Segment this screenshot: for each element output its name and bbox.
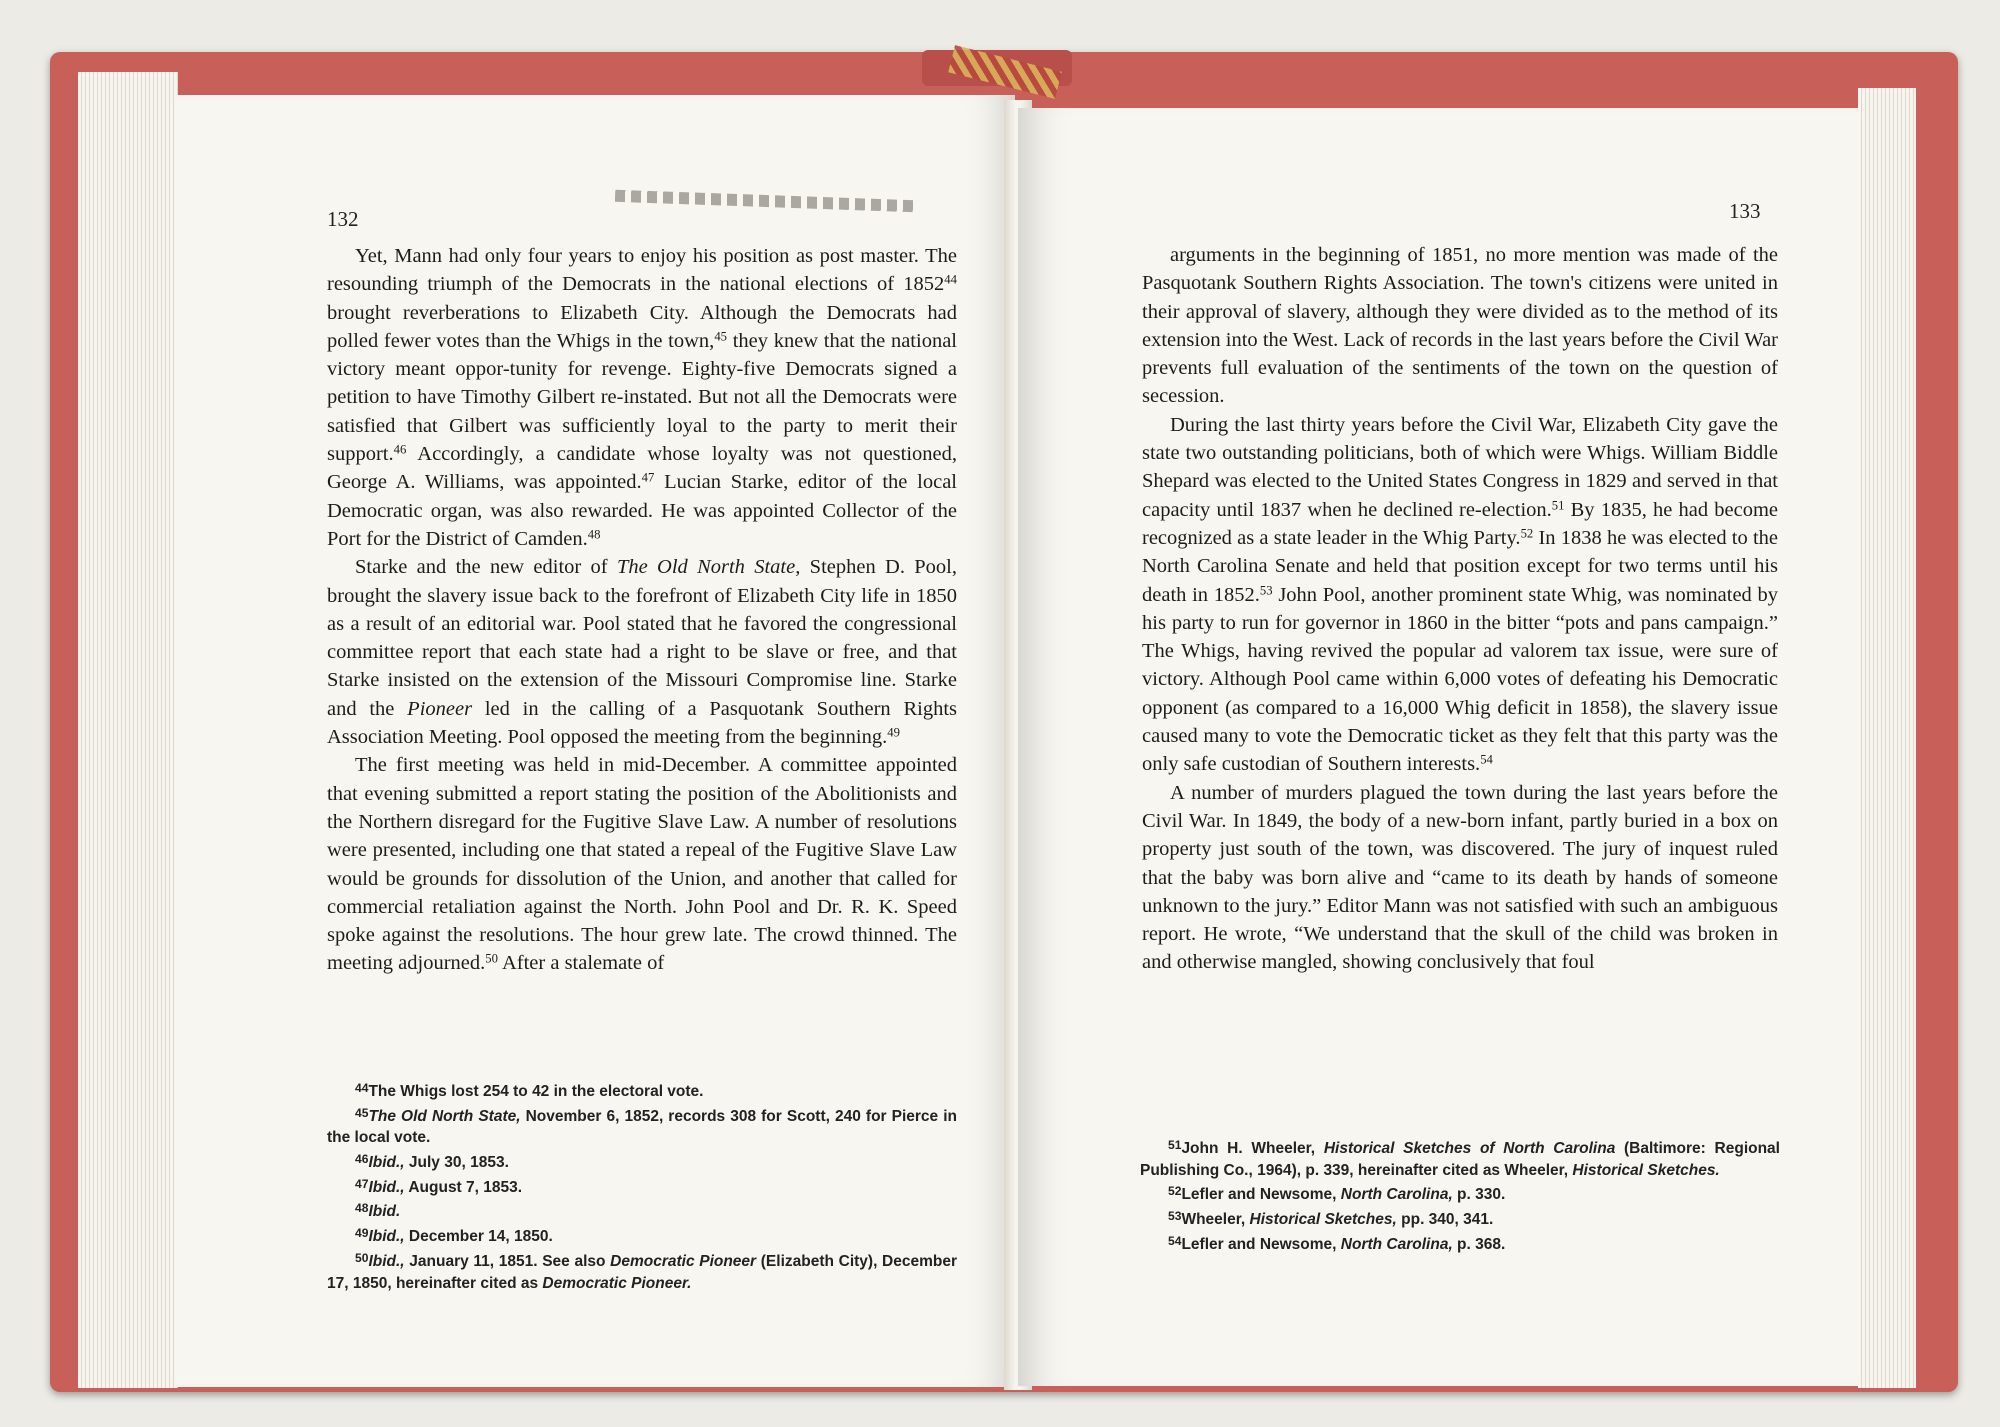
right-body-text-paragraph: During the last thirty years before the Civil War, Elizabeth City gave the state two outstanding politicians, both of which were Whigs. William Biddle Shepard was elected to the United States Congress in 1829 and served in that capacity until 1837 when he declined re-election.$^{51}$ By 1835, he had become recognized as a state leader in the Whig Party.$^{52}$ In 1838 he was elected to the North Carolina Senate and held that position except for two terms until his death in 1852.53 John Pool, another prominent state Whig, was nominated by his party to run for governor in 1860 in the bitter “pots and pans campaign.” The Whigs, having revived the popular ad valorem tax issue, were sure of victory. Although Pool came within 6,000 votes of defeating his Democratic opponent (as compared to a 16,000 Whig deficit in 1858), the slavery issue caused many to vote the Democratic ticket as they felt that this party was the only safe custodian of Southern interests.$^{54}$ xyxy=(1142,413,1779,776)
left-footnotes-paragraph: $^{44}$The Whigs lost 254 to 42 in the electoral vote. xyxy=(355,1081,704,1101)
page-number-left: 132 xyxy=(327,207,359,231)
left-footnotes-paragraph: $^{50}$Ibid., January 11, 1851. See also Democratic Pioneer (Elizabeth City), December 17, 1850, hereinafter cited as Democratic Pioneer. xyxy=(327,1250,957,1292)
right-footnotes-paragraph: $^{52}$Lefler and Newsome, North Carolina, p. 330. xyxy=(1168,1184,1506,1204)
bleed-through-heading xyxy=(615,190,915,212)
left-footnotes-paragraph: $^{49}$Ibid., December 14, 1850. xyxy=(355,1226,553,1246)
page-edges-left xyxy=(78,72,178,1388)
left-footnotes xyxy=(327,1078,957,1294)
left-footnotes-paragraph: $^{47}$Ibid., August 7, 1853. xyxy=(355,1176,523,1196)
right-footnotes-paragraph: $^{51}$John H. Wheeler, Historical Sketches of North Carolina (Baltimore: Regional Publishing Co., 1964), p. 339, hereinafter cited as Wheeler, Historical Sketches. xyxy=(1140,1138,1780,1179)
left-body-text-paragraph: Starke and the new editor of The Old North State, Stephen D. Pool, brought the slavery issue back to the forefront of Elizabeth City life in 1850 as a result of an editorial war. Pool stated that he favored the congressional committee report that each state had a right to be slave or free, and that Starke insisted on the extension of the Missouri Compromise line. Starke and the Pioneer led in the calling of a Pasquotank Southern Rights Association Meeting. Pool opposed the meeting from the beginning.$^{49}$ xyxy=(327,556,957,749)
right-page xyxy=(1018,108,1860,1386)
page-number-right: 133 xyxy=(1729,199,1761,223)
right-body-text-paragraph: A number of murders plagued the town during the last years before the Civil War. In 1849, the body of a new-born infant, partly buried in a box on property just south of the town, was discovered. The jury of inquest ruled that the baby was born alive and “came to its death by hands of someone unknown to the jury.” Editor Mann was not satisfied with such an ambiguous report. He wrote, “We understand that the skull of the child was broken in and otherwise mangled, showing conclusively that foul xyxy=(1142,781,1778,974)
right-footnotes-paragraph: $^{54}$Lefler and Newsome, North Carolina, p. 368. xyxy=(1168,1233,1506,1253)
right-footnotes-paragraph: $^{53}$Wheeler, Historical Sketches, pp. 340, 341. xyxy=(1168,1208,1494,1229)
left-footnotes-paragraph: $^{48}$Ibid. xyxy=(355,1201,401,1221)
page-edges-right xyxy=(1858,88,1916,1388)
left-body-text-paragraph: The first meeting was held in mid-December. A committee appointed that evening submitted a report stating the position of the Abolitionists and the Northern disregard for the Fugitive Slave Law. A number of resolutions were presented, including one that stated a repeal of the Fugitive Slave Law would be grounds for dissolution of the Union, and another that called for commercial retaliation against the North. John Pool and Dr. R. K. Speed spoke against the resolutions. The hour grew late. The crowd thinned. The meeting adjourned.$^{50}$ After a stalemate of xyxy=(327,754,957,975)
left-footnotes-paragraph: $^{46}$Ibid., July 30, 1853. xyxy=(355,1151,509,1172)
left-footnotes-paragraph: $^{45}$The Old North State, November 6, 1852, records 308 for Scott, 240 for Pierce in the local vote. xyxy=(327,1105,957,1147)
right-body-text xyxy=(1142,241,1778,977)
left-page xyxy=(175,95,1015,1387)
left-body-text xyxy=(327,242,957,978)
right-footnotes xyxy=(1140,1135,1780,1255)
right-body-text-paragraph: arguments in the beginning of 1851, no more mention was made of the Pasquotank Southern Rights Association. The town's citizens were united in their approval of slavery, although they were divided as to the method of its extension into the West. Lack of records in the last years before the Civil War prevents full evaluation of the sentiments of the town on the question of secession. xyxy=(1142,244,1778,408)
left-body-text-paragraph: Yet, Mann had only four years to enjoy his position as post master. The resounding triumph of the Democrats in the national elections of 1852$^{44}$ brought reverberations to Elizabeth City. Although the Democrats had polled fewer votes than the Whigs in the town,$^{45}$ they knew that the national victory meant oppor-tunity for revenge. Eighty-five Democrats signed a petition to have Timothy Gilbert re-instated. But not all the Democrats were satisfied that Gilbert was sufficiently loyal to the party to merit their support.$^{46}$ Accordingly, a candidate whose loyalty was not questioned, George A. Williams, was appointed.$^{47}$ Lucian Starke, editor of the local Democratic organ, was also rewarded. He was appointed Collector of the Port for the District of Camden.$^{48}$ xyxy=(327,245,957,550)
